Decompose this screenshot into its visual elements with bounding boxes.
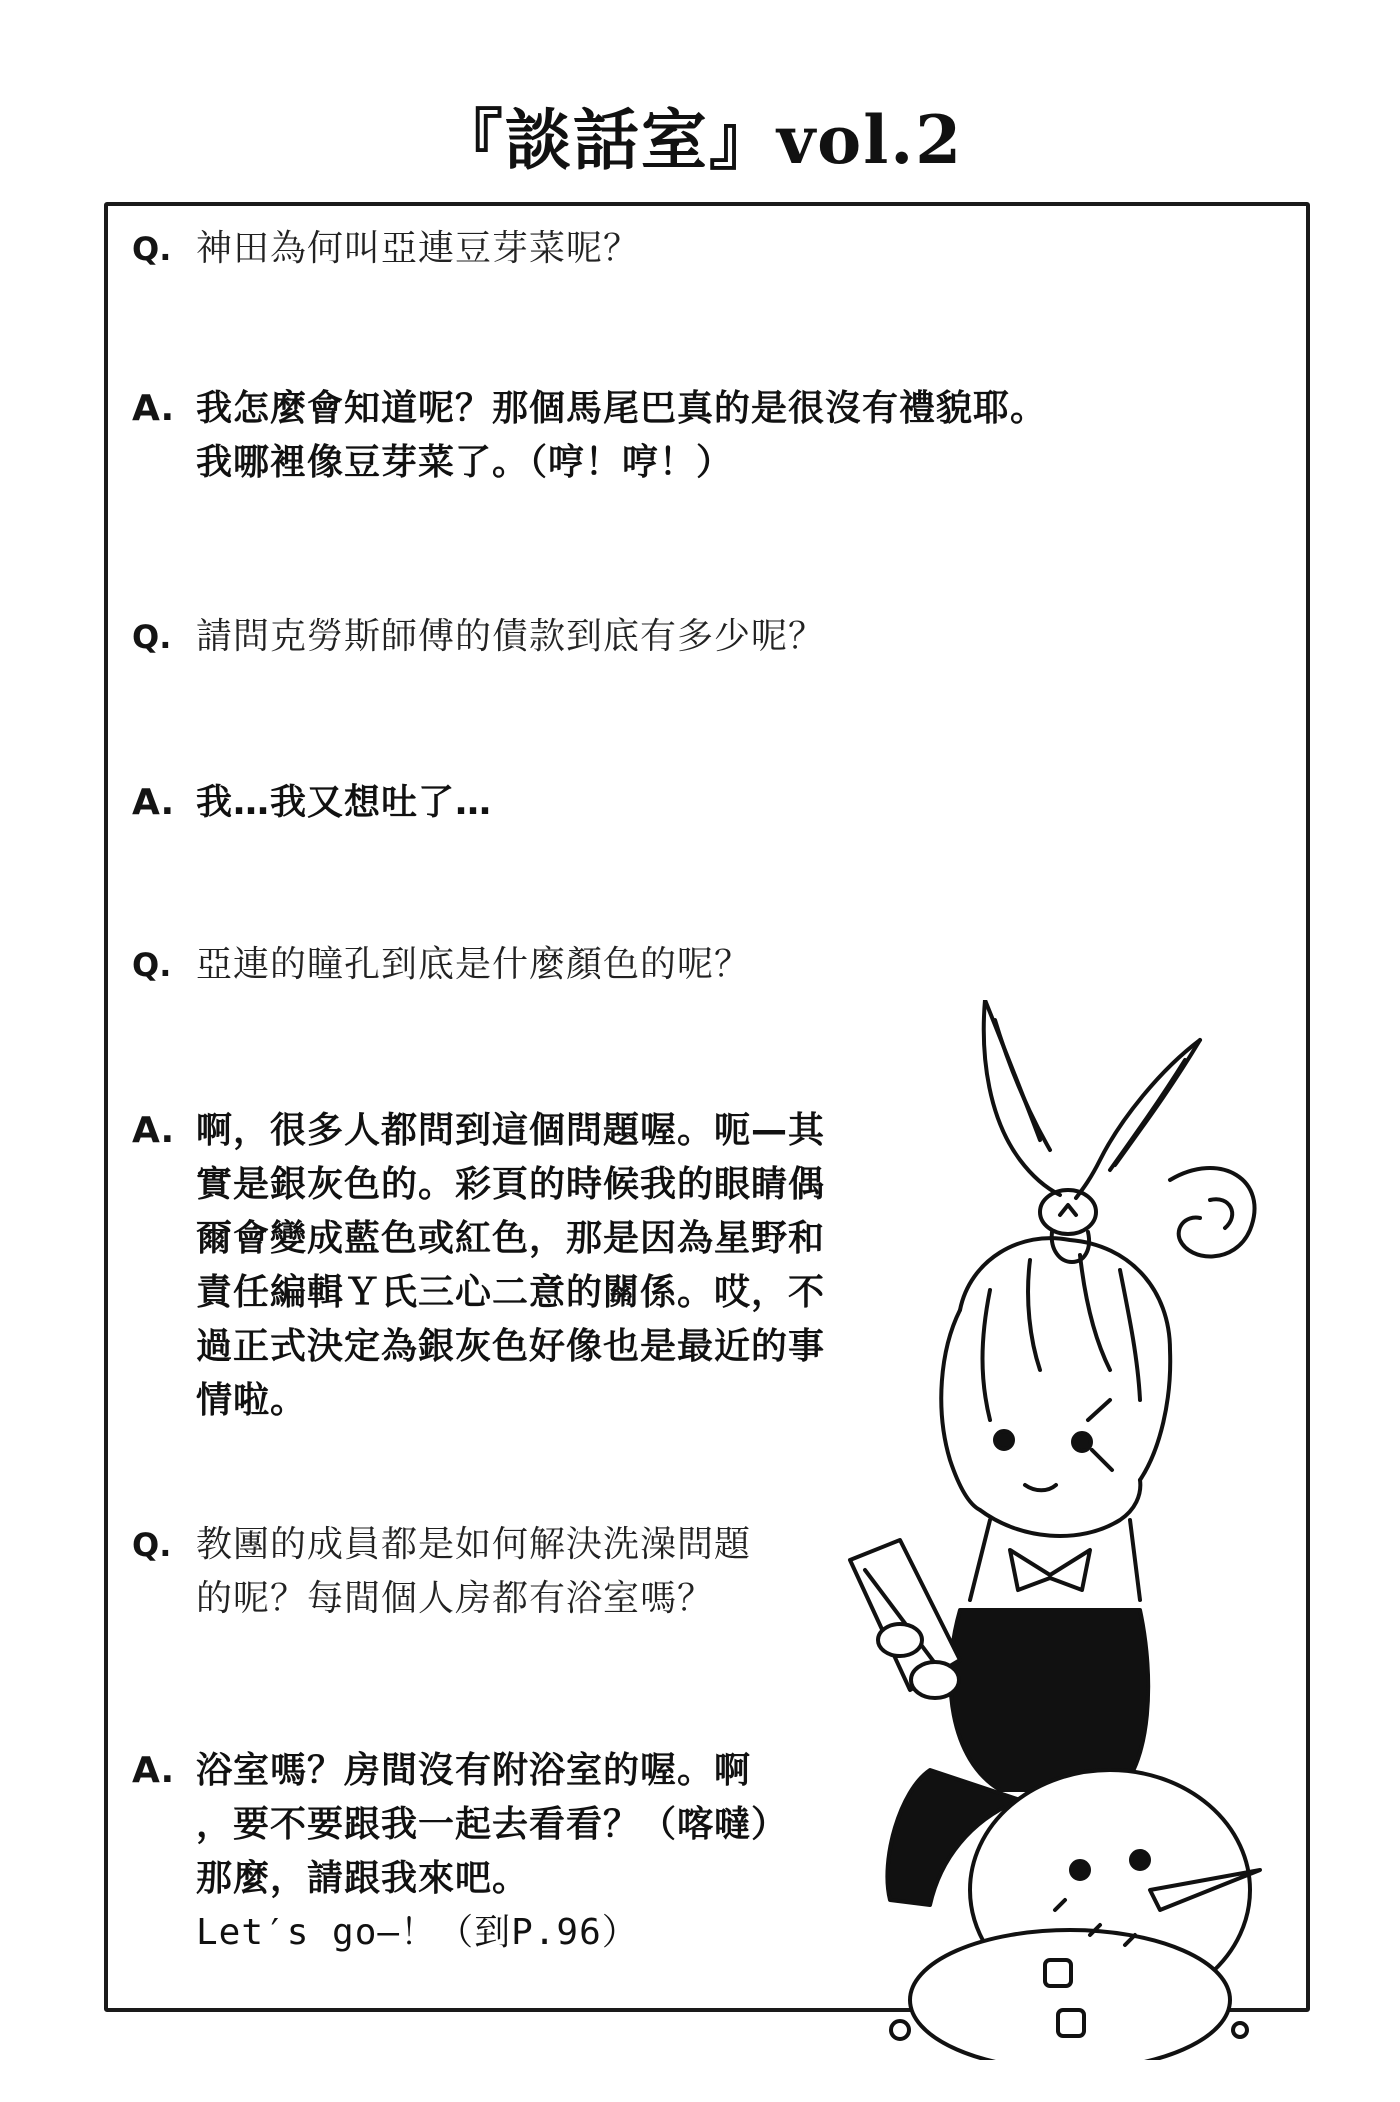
qa-marker: A.	[132, 1110, 175, 1151]
qa-line: ，要不要跟我一起去看看？（喀噠）	[196, 1804, 789, 1845]
qa-marker: Q.	[132, 230, 172, 268]
qa-line: 情啦。	[196, 1380, 308, 1421]
qa-item-2-question	[132, 610, 825, 664]
qa-item-1-question	[132, 222, 640, 276]
qa-marker: Q.	[132, 1526, 172, 1564]
qa-marker: A.	[132, 388, 175, 429]
qa-line: 實是銀灰色的。彩頁的時候我的眼睛偶	[196, 1164, 826, 1205]
qa-line: 的呢？每間個人房都有浴室嗎？	[196, 1578, 715, 1619]
qa-item-3-answer	[132, 1104, 825, 1428]
qa-line: 我哪裡像豆芽菜了。（哼！哼！）	[196, 442, 734, 483]
qa-item-4-question	[132, 1518, 751, 1626]
qa-line: 我…我又想吐了…	[196, 782, 493, 823]
qa-item-4-answer	[132, 1744, 788, 1960]
qa-line: 亞連的瞳孔到底是什麼顏色的呢？	[196, 944, 752, 985]
qa-line: 那麼，請跟我來吧。	[196, 1858, 530, 1899]
qa-line: 教團的成員都是如何解決洗澡問題	[196, 1524, 752, 1565]
qa-line: 請問克勞斯師傅的債款到底有多少呢？	[196, 616, 826, 657]
qa-item-2-answer	[132, 776, 492, 830]
qa-marker: A.	[132, 1750, 175, 1791]
qa-line: Let′s go—！（到P.96）	[196, 1912, 639, 1953]
chibi-character-on-snowman-icon	[820, 1000, 1300, 2060]
qa-line: 爾會變成藍色或紅色，那是因為星野和	[196, 1218, 826, 1259]
qa-item-1-answer	[132, 382, 1047, 490]
qa-marker: A.	[132, 782, 175, 823]
qa-marker: Q.	[132, 946, 172, 984]
qa-line: 神田為何叫亞連豆芽菜呢？	[196, 228, 641, 269]
qa-line: 浴室嗎？房間沒有附浴室的喔。啊	[196, 1750, 752, 1791]
qa-line: 過正式決定為銀灰色好像也是最近的事	[196, 1326, 826, 1367]
qa-line: 責任編輯Ｙ氏三心二意的關係。哎，不	[196, 1272, 826, 1313]
qa-line: 啊，很多人都問到這個問題喔。呃—其	[196, 1110, 826, 1151]
qa-marker: Q.	[132, 618, 172, 656]
qa-line: 我怎麼會知道呢？那個馬尾巴真的是很沒有禮貌耶。	[196, 388, 1048, 429]
page-title: 『談話室』vol.2	[436, 101, 964, 179]
qa-item-3-question	[132, 938, 751, 992]
